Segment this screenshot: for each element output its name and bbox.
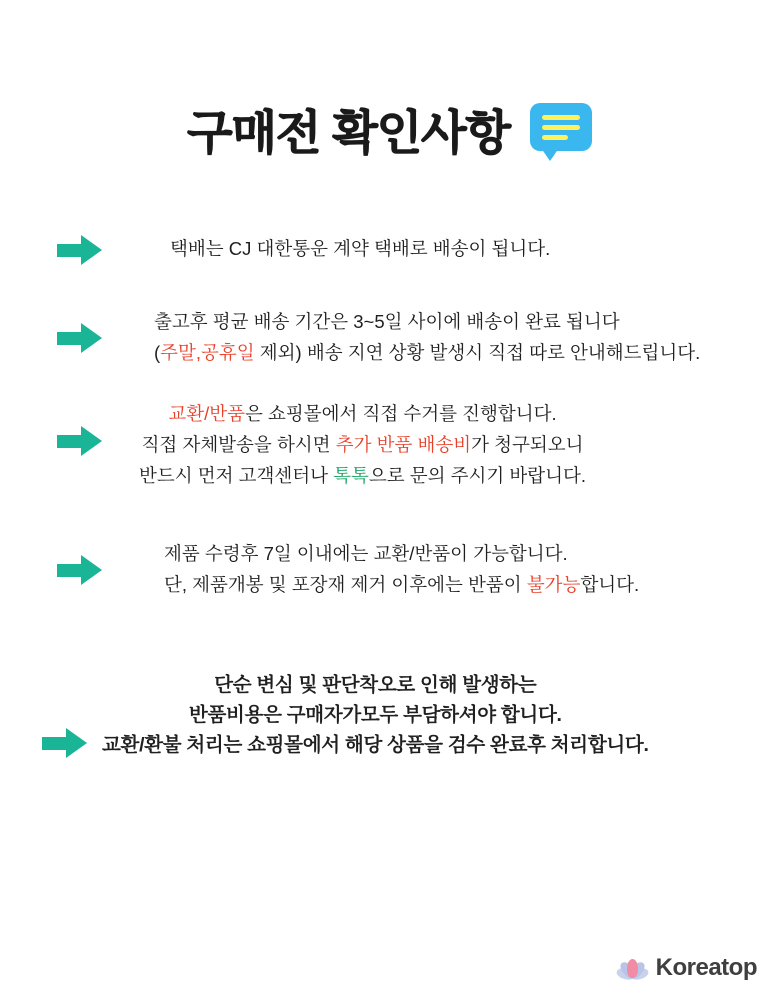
notice-line-part: ( [154,342,161,363]
page-title: 구매전 확인사항 [187,105,510,159]
arrow-right-icon [57,426,103,456]
chat-bubble-line [542,125,580,130]
arrow-right-icon [57,323,103,353]
notice-text [117,538,639,600]
notice-line: 단순 변심 및 판단착오로 인해 발생하는 [214,674,537,696]
notice-line: 택배는 CJ 대한통운 계약 택배로 배송이 됩니다. [170,238,551,259]
notice-line-part: 단, 제품개봉 및 포장재 제거 이후에는 반품이 [164,574,527,595]
chat-bubble-line [542,115,580,120]
notice-line-part: 으로 문의 주시기 바랍니다. [368,465,587,486]
notice-line-part: 반드시 먼저 고객센터나 [139,465,334,486]
notice-highlight: 주말,공휴일 [160,342,255,363]
notice-highlight: 교환/반품 [168,403,246,424]
notice-section-return-period [57,538,639,600]
lotus-flower-icon [618,953,648,983]
notice-text [117,398,586,491]
arrow-right-icon [57,235,103,265]
notice-highlight: 불가능 [526,574,581,595]
notice-section-delivery-company [57,233,550,265]
page-title-row [0,103,779,161]
notice-line: 교환/환불 처리는 쇼핑몰에서 해당 상품을 검수 완료후 처리합니다. [102,734,649,756]
notice-text [102,670,649,760]
notice-text [117,306,700,368]
notice-line: 반품비용은 구매자가모두 부담하셔야 합니다. [188,704,562,726]
brand-name: Koreatop [655,954,757,981]
notice-line-part: 제외) 배송 지연 상황 발생시 직접 따로 안내해드립니다. [254,342,701,363]
notice-section-exchange-return [57,398,586,491]
notice-line-part: 합니다. [580,574,640,595]
arrow-right-icon [57,555,103,585]
notice-highlight: 추가 반품 배송비 [335,434,472,455]
notice-line-part: 직접 자체발송을 하시면 [141,434,336,455]
notice-section-buyer-responsibility [42,670,649,760]
chat-bubble-tail [541,148,559,161]
footer-brand [618,953,757,983]
notice-line-part: 가 청구되오니 [471,434,584,455]
notice-line: 출고후 평균 배송 기간은 3~5일 사이에 배송이 완료 됩니다 [154,311,620,332]
chat-bubble-line [542,135,568,140]
notice-line-part: 은 쇼핑몰에서 직접 수거를 진행합니다. [245,403,557,424]
notice-section-delivery-period [57,306,700,368]
notice-highlight: 톡톡 [333,465,369,486]
notice-line: 제품 수령후 7일 이내에는 교환/반품이 가능합니다. [164,543,568,564]
chat-bubble-icon [530,103,592,161]
notice-text [117,233,550,264]
arrow-right-icon [42,728,88,758]
